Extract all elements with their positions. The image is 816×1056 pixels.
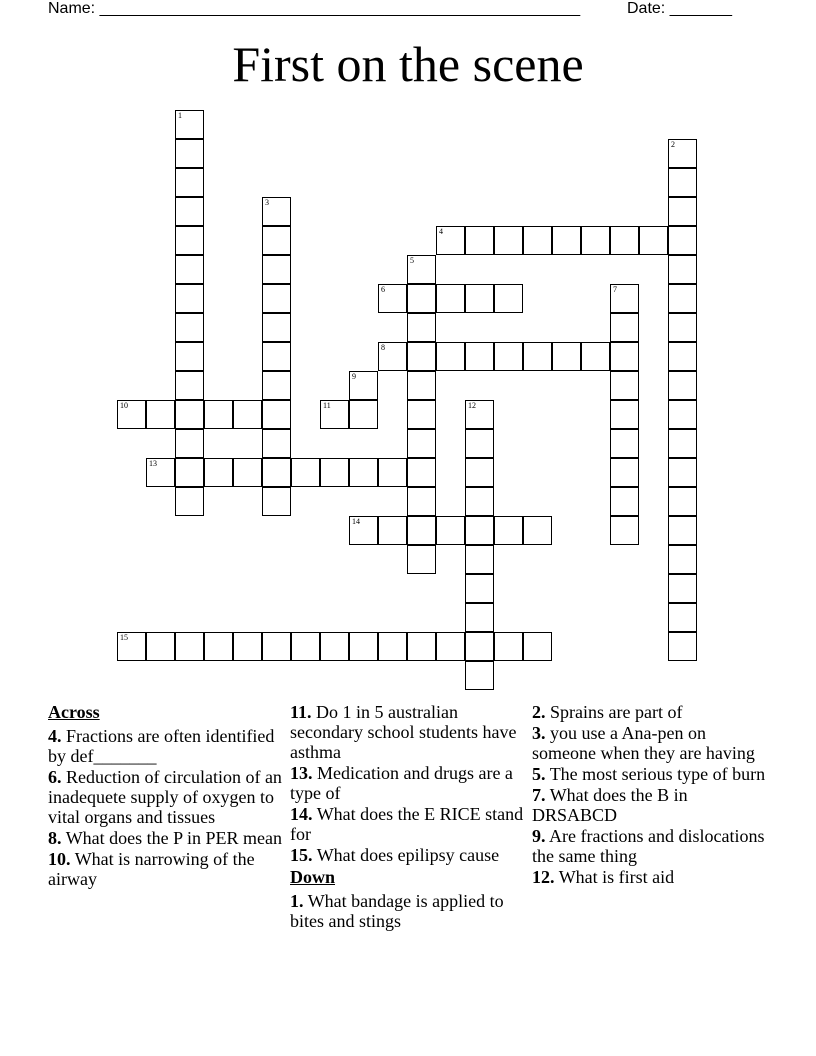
grid-cell[interactable]	[262, 632, 291, 661]
down-heading: Down	[290, 867, 336, 887]
grid-cell[interactable]	[436, 632, 465, 661]
down-clue-5	[532, 764, 772, 784]
clue-column-1	[48, 700, 283, 890]
down-clue-2	[532, 702, 772, 722]
clue-text: What does the E RICE stand for	[290, 804, 524, 844]
grid-cell[interactable]	[262, 342, 291, 371]
down-clue-3	[532, 723, 772, 763]
grid-cell[interactable]	[523, 632, 552, 661]
grid-cell[interactable]	[668, 255, 697, 284]
grid-cell[interactable]	[407, 371, 436, 400]
grid-cell[interactable]	[262, 458, 291, 487]
grid-cell[interactable]	[523, 342, 552, 371]
down-clue-7	[532, 785, 772, 825]
grid-cell[interactable]	[262, 226, 291, 255]
grid-cell[interactable]	[668, 603, 697, 632]
grid-cell[interactable]	[668, 313, 697, 342]
grid-cell[interactable]	[465, 458, 494, 487]
grid-cell[interactable]	[494, 632, 523, 661]
grid-cell[interactable]	[262, 487, 291, 516]
name-line[interactable]: Name: ______________________________________________________	[48, 0, 581, 17]
grid-cell[interactable]	[465, 632, 494, 661]
grid-cell[interactable]	[175, 226, 204, 255]
grid-cell[interactable]	[262, 255, 291, 284]
grid-cell[interactable]	[552, 342, 581, 371]
grid-cell[interactable]	[407, 284, 436, 313]
grid-cell[interactable]	[494, 226, 523, 255]
clue-text: What is narrowing of the airway	[48, 849, 255, 889]
cell-number: 4	[439, 227, 443, 236]
cell-number: 9	[352, 372, 356, 381]
grid-cell[interactable]	[436, 226, 465, 255]
grid-cell[interactable]	[523, 516, 552, 545]
grid-cell[interactable]	[407, 313, 436, 342]
clue-text: Fractions are often identified by def_______	[48, 726, 275, 766]
grid-cell[interactable]	[407, 429, 436, 458]
grid-cell[interactable]	[204, 632, 233, 661]
grid-cell[interactable]	[175, 255, 204, 284]
across-clue-8	[48, 828, 283, 848]
grid-cell[interactable]	[378, 458, 407, 487]
grid-cell[interactable]	[175, 284, 204, 313]
grid-cell[interactable]	[610, 313, 639, 342]
grid-cell[interactable]	[668, 429, 697, 458]
grid-cell[interactable]	[494, 342, 523, 371]
cell-number: 14	[352, 517, 360, 526]
grid-cell[interactable]	[552, 226, 581, 255]
grid-cell[interactable]	[262, 371, 291, 400]
grid-cell[interactable]	[465, 661, 494, 690]
across-heading: Across	[48, 702, 100, 722]
grid-cell[interactable]	[175, 429, 204, 458]
grid-cell[interactable]	[465, 342, 494, 371]
date-line[interactable]: Date: _______	[627, 0, 732, 17]
clue-text: What does the B in DRSABCD	[532, 785, 688, 825]
clue-number: 3.	[532, 723, 546, 743]
clue-text: Sprains are part of	[550, 702, 683, 722]
clue-text: you use a Ana-pen on someone when they are having	[532, 723, 755, 763]
clue-number: 12.	[532, 867, 555, 887]
cell-number: 13	[149, 459, 157, 468]
clue-text: The most serious type of burn	[549, 764, 766, 784]
grid-cell[interactable]	[233, 458, 262, 487]
grid-cell[interactable]	[668, 458, 697, 487]
grid-cell[interactable]	[581, 342, 610, 371]
clue-number: 11.	[290, 702, 312, 722]
clue-number: 6.	[48, 767, 62, 787]
clue-number: 4.	[48, 726, 62, 746]
grid-cell[interactable]	[407, 545, 436, 574]
cell-number: 3	[265, 198, 269, 207]
cell-number: 12	[468, 401, 476, 410]
grid-cell[interactable]	[233, 632, 262, 661]
grid-cell[interactable]	[349, 371, 378, 400]
grid-cell[interactable]	[349, 632, 378, 661]
grid-cell[interactable]	[291, 458, 320, 487]
grid-cell[interactable]	[378, 284, 407, 313]
grid-cell[interactable]	[262, 313, 291, 342]
grid-cell[interactable]	[668, 400, 697, 429]
clue-text: What is first aid	[558, 867, 675, 887]
clue-number: 2.	[532, 702, 546, 722]
cell-number: 11	[323, 401, 331, 410]
grid-cell[interactable]	[320, 458, 349, 487]
grid-cell[interactable]	[668, 139, 697, 168]
cell-number: 15	[120, 633, 128, 642]
down-clue-12	[532, 867, 772, 887]
grid-cell[interactable]	[494, 516, 523, 545]
grid-cell[interactable]	[233, 400, 262, 429]
grid-cell[interactable]	[465, 284, 494, 313]
grid-cell[interactable]	[378, 342, 407, 371]
grid-cell[interactable]	[436, 284, 465, 313]
grid-cell[interactable]	[610, 226, 639, 255]
clue-text: Reduction of circulation of an inadequete supply of oxygen to vital organs and tissues	[48, 767, 282, 827]
grid-cell[interactable]	[407, 255, 436, 284]
grid-cell[interactable]	[349, 458, 378, 487]
grid-cell[interactable]	[639, 226, 668, 255]
grid-cell[interactable]	[668, 197, 697, 226]
grid-cell[interactable]	[610, 429, 639, 458]
clue-text: What does epilipsy cause	[316, 845, 500, 865]
grid-cell[interactable]	[523, 226, 552, 255]
grid-cell[interactable]	[349, 400, 378, 429]
grid-cell[interactable]	[465, 516, 494, 545]
cell-number: 2	[671, 140, 675, 149]
across-clue-15	[290, 845, 530, 865]
grid-cell[interactable]	[668, 516, 697, 545]
clue-text: Do 1 in 5 australian secondary school students have asthma	[290, 702, 517, 762]
grid-cell[interactable]	[465, 574, 494, 603]
grid-cell[interactable]	[610, 487, 639, 516]
cell-number: 7	[613, 285, 617, 294]
grid-cell[interactable]	[610, 516, 639, 545]
grid-cell[interactable]	[175, 342, 204, 371]
grid-cell[interactable]	[262, 400, 291, 429]
grid-cell[interactable]	[407, 487, 436, 516]
across-clue-13	[290, 763, 530, 803]
clue-number: 15.	[290, 845, 313, 865]
down-clue-1	[290, 891, 530, 931]
cell-number: 8	[381, 343, 385, 352]
grid-cell[interactable]	[668, 342, 697, 371]
cell-number: 10	[120, 401, 128, 410]
grid-cell[interactable]	[407, 342, 436, 371]
grid-cell[interactable]	[320, 632, 349, 661]
grid-cell[interactable]	[175, 110, 204, 139]
grid-cell[interactable]	[175, 632, 204, 661]
clue-text: Medication and drugs are a type of	[290, 763, 513, 803]
grid-cell[interactable]	[146, 400, 175, 429]
grid-cell[interactable]	[610, 400, 639, 429]
grid-cell[interactable]	[204, 400, 233, 429]
grid-cell[interactable]	[320, 400, 349, 429]
grid-cell[interactable]	[262, 284, 291, 313]
grid-cell[interactable]	[668, 487, 697, 516]
grid-cell[interactable]	[668, 168, 697, 197]
clue-number: 8.	[48, 828, 62, 848]
across-clue-14	[290, 804, 530, 844]
across-clue-4	[48, 726, 283, 766]
clue-column-3	[532, 700, 772, 888]
grid-cell[interactable]	[117, 400, 146, 429]
grid-cell[interactable]	[407, 400, 436, 429]
grid-cell[interactable]	[610, 284, 639, 313]
grid-cell[interactable]	[465, 545, 494, 574]
grid-cell[interactable]	[668, 574, 697, 603]
grid-cell[interactable]	[175, 487, 204, 516]
clue-number: 9.	[532, 826, 546, 846]
clue-number: 14.	[290, 804, 313, 824]
grid-cell[interactable]	[610, 342, 639, 371]
clue-number: 5.	[532, 764, 546, 784]
clue-number: 13.	[290, 763, 313, 783]
grid-cell[interactable]	[407, 632, 436, 661]
grid-cell[interactable]	[291, 632, 320, 661]
clue-text: Are fractions and dislocations the same thing	[532, 826, 765, 866]
cell-number: 6	[381, 285, 385, 294]
grid-cell[interactable]	[175, 197, 204, 226]
grid-cell[interactable]	[262, 429, 291, 458]
grid-cell[interactable]	[378, 516, 407, 545]
grid-cell[interactable]	[175, 313, 204, 342]
grid-cell[interactable]	[407, 516, 436, 545]
grid-cell[interactable]	[175, 458, 204, 487]
clue-column-2	[290, 700, 530, 932]
grid-cell[interactable]	[262, 197, 291, 226]
grid-cell[interactable]	[610, 371, 639, 400]
grid-cell[interactable]	[668, 545, 697, 574]
grid-cell[interactable]	[146, 458, 175, 487]
grid-cell[interactable]	[465, 429, 494, 458]
grid-cell[interactable]	[668, 226, 697, 255]
grid-cell[interactable]	[668, 371, 697, 400]
grid-cell[interactable]	[117, 632, 146, 661]
cell-number: 5	[410, 256, 414, 265]
across-clue-6	[48, 767, 283, 827]
clue-number: 10.	[48, 849, 71, 869]
grid-cell[interactable]	[465, 226, 494, 255]
grid-cell[interactable]	[610, 458, 639, 487]
grid-cell[interactable]	[465, 603, 494, 632]
across-clue-10	[48, 849, 283, 889]
grid-cell[interactable]	[436, 516, 465, 545]
grid-cell[interactable]	[668, 632, 697, 661]
cell-number: 1	[178, 111, 182, 120]
clue-number: 7.	[532, 785, 546, 805]
grid-cell[interactable]	[668, 284, 697, 313]
grid-cell[interactable]	[175, 371, 204, 400]
clue-text: What does the P in PER mean	[65, 828, 282, 848]
grid-cell[interactable]	[465, 400, 494, 429]
clue-text: What bandage is applied to bites and stings	[290, 891, 504, 931]
clue-number: 1.	[290, 891, 304, 911]
grid-cell[interactable]	[175, 168, 204, 197]
grid-cell[interactable]	[494, 284, 523, 313]
down-clue-9	[532, 826, 772, 866]
grid-cell[interactable]	[175, 139, 204, 168]
grid-cell[interactable]	[436, 342, 465, 371]
grid-cell[interactable]	[378, 632, 407, 661]
grid-cell[interactable]	[146, 632, 175, 661]
grid-cell[interactable]	[204, 458, 233, 487]
grid-cell[interactable]	[349, 516, 378, 545]
across-clue-11	[290, 702, 530, 762]
page-title: First on the scene	[232, 36, 584, 92]
grid-cell[interactable]	[465, 487, 494, 516]
grid-cell[interactable]	[581, 226, 610, 255]
grid-cell[interactable]	[407, 458, 436, 487]
grid-cell[interactable]	[175, 400, 204, 429]
